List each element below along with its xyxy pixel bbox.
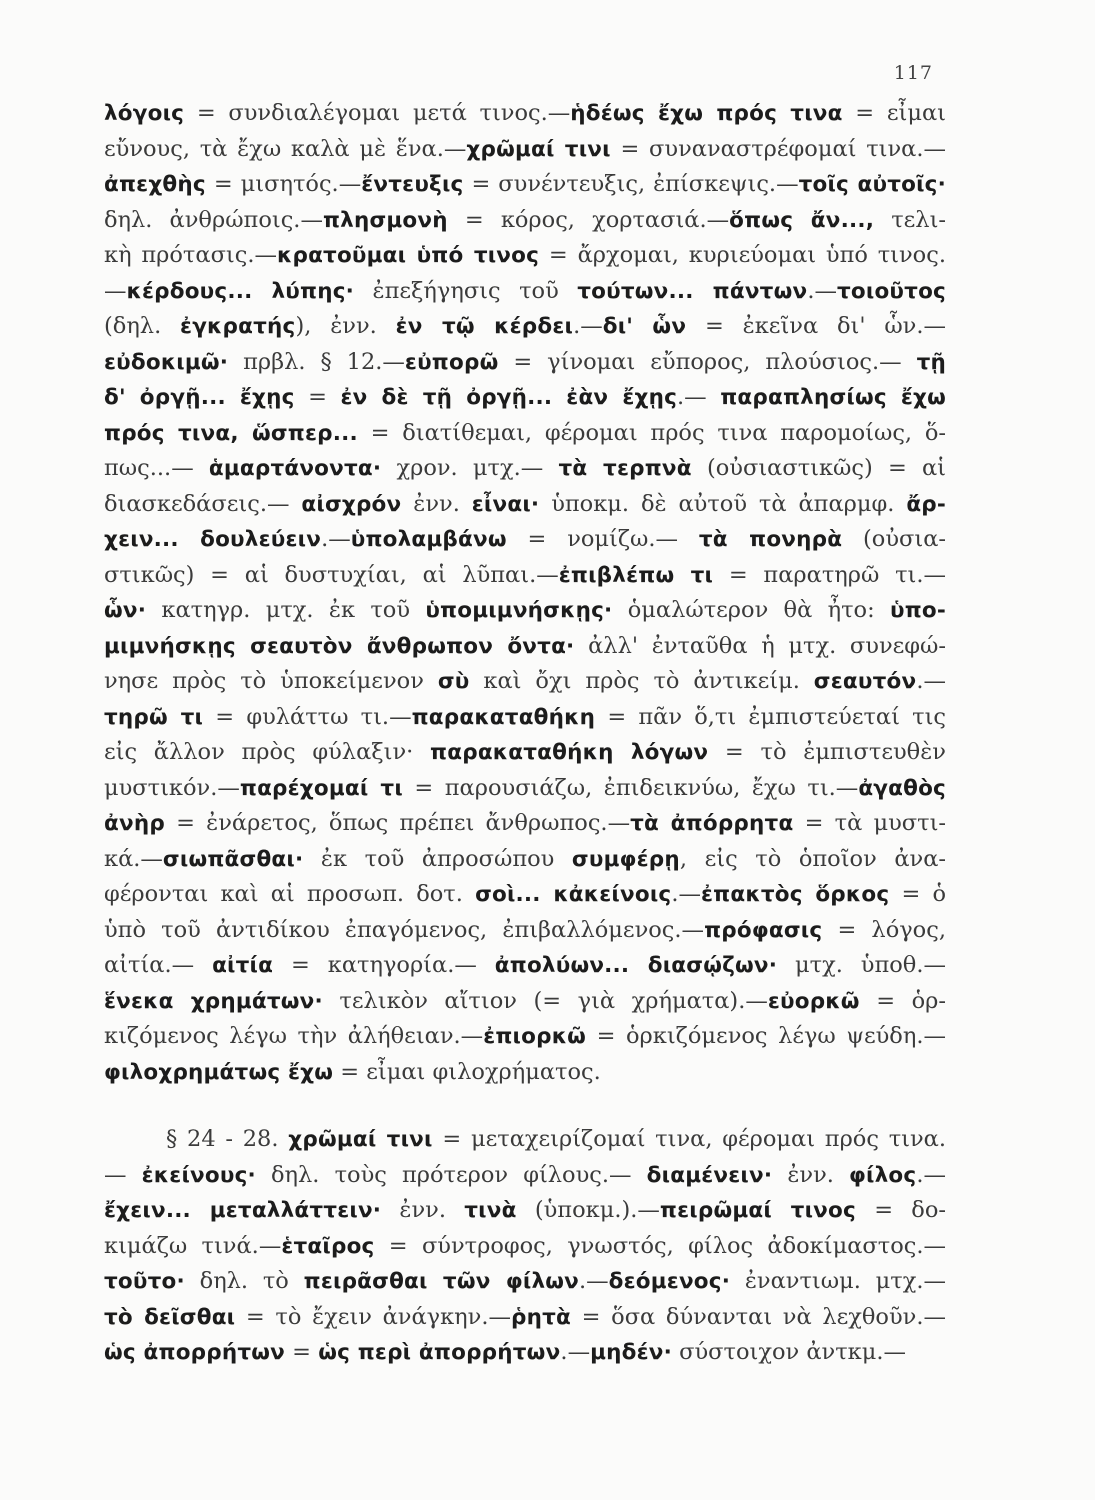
lemma: ἀνὴρ [104, 811, 165, 836]
lemma: ὑπομιμνήσκῃς· [425, 598, 613, 623]
lemma: εὐορκῶ [767, 988, 860, 1014]
gloss: .— [671, 881, 701, 907]
gloss: = συναναστρέφομαί τινα.— [610, 135, 946, 162]
gloss: = [294, 384, 341, 410]
gloss: κατηγρ. μτχ. ἐκ τοῦ [146, 597, 426, 623]
gloss: ὑπὸ τοῦ ἀντιδίκου ἐπαγόμενος, ἐπιβαλλόμενος.— [104, 916, 705, 943]
lemma: ἐν δὲ τῇ ὀργῇ... ἐὰν ἔχῃς [340, 385, 678, 410]
lemma: ὡς περὶ ἀπορρήτων [318, 1340, 561, 1365]
lemma: τὸ δεῖσθαι [104, 1304, 236, 1330]
lemma: ὑπολαμβάνω [350, 527, 507, 552]
gloss: = νομίζω.— [506, 526, 699, 552]
gloss: κά.— [104, 845, 163, 872]
text-line [104, 522, 946, 558]
lemma: ἄρ- [906, 491, 946, 517]
text-line [104, 1019, 946, 1055]
lemma: ἐγκρατής [180, 314, 296, 339]
gloss: = κόρος, χορτασιά.— [447, 206, 730, 233]
text-line [104, 558, 946, 594]
lemma: ἕνεκα χρημάτων· [104, 988, 323, 1014]
gloss: μτχ. ὑποθ.— [777, 952, 946, 978]
gloss: αἰτία.— [104, 952, 213, 978]
gloss: τελικὸν αἴτιον (= γιὰ χρήματα).— [322, 987, 768, 1014]
gloss: ἐκ τοῦ ἀπροσώπου [303, 845, 572, 872]
lemma: πειρῶμαί τινος [659, 1198, 856, 1223]
lemma: εἶναι· [471, 491, 540, 517]
gloss: = μισητός.— [205, 171, 362, 197]
lemma: πλησμονὴ [322, 207, 448, 233]
text-line [104, 167, 946, 203]
lemma: ἐκείνους· [141, 1162, 256, 1188]
gloss: (δηλ. [104, 313, 181, 339]
lemma: ἐπακτὸς ὅρκος [701, 882, 890, 907]
text-line [104, 1229, 946, 1265]
gloss: = δο- [855, 1197, 946, 1223]
gloss: .— [916, 1161, 946, 1188]
gloss: κιζόμενος λέγω τὴν ἀλήθειαν.— [104, 1023, 484, 1049]
lemma: ἀπολύων... διασῴζων· [494, 953, 778, 978]
gloss: τελι- [874, 206, 946, 233]
lemma: ἀπεχθὴς [104, 172, 206, 197]
lemma: μιμνήσκῃς σεαυτὸν ἄνθρωπον ὄντα· [104, 633, 575, 659]
text-line [104, 1122, 946, 1158]
lemma: τούτων... πάντων [577, 278, 808, 304]
gloss: .— [560, 1339, 591, 1365]
gloss: κιμάζω τινά.— [104, 1232, 282, 1259]
lemma: λόγοις [104, 101, 185, 126]
lemma: τηρῶ τι [104, 704, 204, 730]
lemma: τῇ [916, 349, 946, 375]
text-line [104, 416, 946, 452]
lemma: δ' ὀργῇ... ἔχῃς [104, 385, 295, 410]
text-line [104, 771, 946, 807]
gloss: νησε πρὸς τὸ ὑποκείμενον [104, 668, 438, 694]
lemma: πειρᾶσθαι τῶν φίλων [303, 1269, 579, 1294]
text-line [104, 806, 946, 842]
gloss: = ὅσα δύνανται νὰ λεχθοῦν.— [570, 1303, 946, 1330]
gloss: φέρονται καὶ αἱ προσωπ. δοτ. [104, 881, 476, 907]
text-line [104, 1264, 946, 1300]
gloss: πρβλ. § 12.— [228, 348, 405, 375]
lemma: χρῶμαί τινι [288, 1127, 433, 1152]
gloss: — [104, 1161, 142, 1188]
lemma: ὑπο- [889, 598, 946, 623]
text-line [104, 984, 946, 1020]
gloss: = ὁρ- [859, 987, 946, 1014]
lemma: ἐπιορκῶ [483, 1024, 587, 1049]
text-line [104, 96, 946, 132]
lemma: πρόφασις [704, 917, 823, 943]
lemma: παρακαταθήκη λόγων [430, 740, 709, 765]
gloss: = εἶμαι φιλοχρήματος. [333, 1058, 601, 1085]
gloss: (οὐσια- [842, 526, 946, 552]
gloss: = σύντροφος, γνωστός, φίλος ἀδοκίμαστος.— [374, 1232, 946, 1259]
gloss: = τὸ ἔχειν ἀνάγκην.— [235, 1303, 511, 1330]
lemma: εὐπορῶ [404, 349, 499, 375]
text-line [104, 274, 946, 310]
page-number: 117 [893, 62, 933, 84]
commentary-paragraph-2 [104, 1122, 946, 1371]
gloss: = πᾶν ὅ,τι ἐμπιστεύεταί τις [595, 703, 946, 730]
lemma: εὐδοκιμῶ· [104, 349, 229, 375]
gloss: = ἐκεῖνα δι' ὧν.— [686, 313, 946, 339]
gloss: δηλ. τὸ [184, 1268, 304, 1294]
gloss: (οὐσιαστικῶς) = αἱ [691, 455, 946, 481]
lemma: τινὰ [464, 1198, 517, 1223]
text-line [104, 345, 946, 381]
gloss: καὶ ὄχι πρὸς τὸ ἀντικείμ. [469, 668, 814, 694]
gloss: = ἐνάρετος, ὅπως πρέπει ἄνθρωπος.— [164, 810, 631, 836]
gloss: ὑποκμ. δὲ αὐτοῦ τὰ ἀπαρμφ. [539, 490, 907, 517]
lemma: συμφέρῃ [571, 846, 680, 872]
gloss: ἐνν. [401, 490, 472, 517]
text-line [104, 451, 946, 487]
text-line [104, 1158, 946, 1194]
lemma: ἀγαθὸς [858, 775, 946, 801]
text-line [104, 380, 946, 416]
text-line [104, 700, 946, 736]
lemma: μηδέν· [590, 1340, 672, 1365]
text-line [104, 877, 946, 913]
lemma: τὰ πονηρὰ [698, 527, 843, 552]
gloss: = συνέντευξις, ἐπίσκεψις.— [463, 171, 799, 197]
gloss: = [285, 1339, 319, 1365]
gloss: .— [916, 668, 946, 694]
gloss: (ὑποκμ.).— [516, 1197, 660, 1223]
text-line [104, 629, 946, 665]
gloss: .— [321, 526, 351, 552]
gloss: , εἰς τὸ ὁποῖον ἀνα- [679, 845, 946, 872]
gloss: = φυλάττω τι.— [203, 703, 412, 730]
lemma: κέρδους... λύπης· [126, 278, 355, 304]
lemma: σοὶ... κἀκείνοις [475, 882, 672, 907]
text-line [104, 948, 946, 984]
lemma: ἑταῖρος [281, 1233, 375, 1259]
gloss: = τὸ ἐμπιστευθὲν [708, 739, 946, 765]
lemma: χειν... δουλεύειν [104, 527, 322, 552]
lemma: δεόμενος· [608, 1269, 731, 1294]
text-line [104, 593, 946, 629]
gloss: .— [579, 1268, 609, 1294]
lemma: σεαυτόν [813, 669, 917, 694]
gloss: ἐπεξήγησις τοῦ [354, 277, 578, 304]
gloss: = κατηγορία.— [273, 952, 495, 978]
lemma: τοιοῦτος [836, 278, 946, 304]
lemma: φίλος [849, 1162, 917, 1188]
lemma: ἔχειν... μεταλλάττειν· [104, 1198, 382, 1223]
lemma: δι' ὧν [602, 314, 687, 339]
gloss: διασκεδάσεις.— [104, 490, 302, 517]
lemma: ὅπως ἄν..., [729, 207, 875, 233]
gloss: δηλ. ἀνθρώποις.— [104, 206, 323, 233]
gloss: εἰς ἄλλον πρὸς φύλαξιν· [104, 739, 431, 765]
text-line [104, 664, 946, 700]
text-line [104, 1193, 946, 1229]
gloss: δηλ. τοὺς πρότερον φίλους.— [255, 1161, 647, 1188]
lemma: ἐν τῷ κέρδει [395, 314, 574, 339]
gloss: ὁμαλώτερον θὰ ἦτο: [612, 597, 890, 623]
gloss: = παρατηρῶ τι.— [713, 561, 946, 588]
text-line [104, 735, 946, 771]
lemma: χρῶμαί τινι [466, 136, 611, 162]
gloss: κὴ πρότασις.— [104, 242, 277, 268]
lemma: ἔντευξις [361, 172, 464, 197]
text-line [104, 913, 946, 949]
text-line [104, 1055, 946, 1091]
gloss: = διατίθεμαι, φέρομαι πρός τινα παρομοίως, ὅ- [357, 419, 946, 446]
lemma: τοῦτο· [104, 1269, 185, 1294]
lemma: ὧν· [104, 598, 147, 623]
gloss: = γίνομαι εὔπορος, πλούσιος.— [498, 348, 917, 375]
lemma: ἐπιβλέπω τι [558, 562, 714, 588]
lemma: ἡδέως ἔχω πρός τινα [570, 101, 843, 126]
lemma: τὰ ἀπόρρητα [630, 811, 794, 836]
gloss: = τὰ μυστι- [793, 810, 946, 836]
lemma: φιλοχρημάτως ἔχω [104, 1059, 334, 1085]
gloss: = ὁ [889, 881, 946, 907]
gloss: = λόγος, [822, 916, 946, 943]
gloss: στικῶς) = αἱ δυστυχίαι, αἱ λῦπαι.— [104, 561, 559, 588]
lemma: κρατοῦμαι ὑπό τινος [277, 243, 540, 268]
gloss: .— [807, 277, 837, 304]
gloss: ἀλλ' ἐνταῦθα ἡ μτχ. συνεφώ- [574, 632, 946, 659]
lemma: διαμένειν· [646, 1162, 773, 1188]
text-line [104, 238, 946, 274]
gloss: ἐνν. [772, 1161, 850, 1188]
gloss: = εἶμαι [842, 100, 946, 126]
gloss: σύστοιχον ἀντκμ.— [671, 1339, 906, 1365]
lemma: σὺ [437, 669, 470, 694]
gloss: = συνδιαλέγομαι μετά τινος.— [184, 100, 571, 126]
gloss: χρον. μτχ.— [381, 455, 559, 481]
lemma: πρός τινα, ὥσπερ... [104, 420, 358, 446]
lemma: ῥητὰ [510, 1304, 571, 1330]
lemma: τοῖς αὐτοῖς· [798, 172, 946, 197]
lemma: σιωπᾶσθαι· [162, 846, 304, 872]
lemma: αἰσχρόν [301, 491, 402, 517]
text-line [104, 842, 946, 878]
gloss: = ὁρκιζόμενος λέγω ψεύδη.— [586, 1023, 946, 1049]
lemma: παρακαταθήκη [411, 704, 596, 730]
text-line [104, 203, 946, 239]
gloss: ), ἐνν. [295, 313, 396, 339]
gloss: ἐναντιωμ. μτχ.— [730, 1268, 946, 1294]
text-line [104, 309, 946, 345]
gloss: ἐνν. [381, 1197, 465, 1223]
gloss: πως...— [104, 455, 209, 481]
lemma: τὰ τερπνὰ [558, 456, 692, 481]
lemma: αἰτία [212, 953, 274, 978]
gloss: εὔνους, τὰ ἔχω καλὰ μὲ ἕνα.— [104, 135, 467, 162]
gloss: — [104, 277, 127, 304]
gloss: = παρουσιάζω, ἐπιδεικνύω, ἔχω τι.— [402, 774, 859, 801]
gloss: .— [573, 313, 603, 339]
text-line [104, 1300, 946, 1336]
lemma: παραπλησίως ἔχω [720, 385, 946, 410]
commentary-paragraph-1 [104, 96, 946, 1090]
text-line [104, 1335, 946, 1371]
gloss: .— [677, 384, 721, 410]
text-line [104, 487, 946, 523]
text-line [104, 132, 946, 168]
lemma: παρέχομαί τι [239, 775, 403, 801]
gloss: μυστικόν.— [104, 774, 240, 801]
lemma: ἁμαρτάνοντα· [208, 456, 382, 481]
gloss: = ἄρχομαι, κυριεύομαι ὑπό τινος. [539, 242, 946, 268]
gloss: § 24 - 28. [166, 1126, 289, 1152]
gloss: = μεταχειρίζομαί τινα, φέρομαι πρός τινα. [432, 1126, 946, 1152]
lemma: ὡς ἀπορρήτων [104, 1340, 286, 1365]
